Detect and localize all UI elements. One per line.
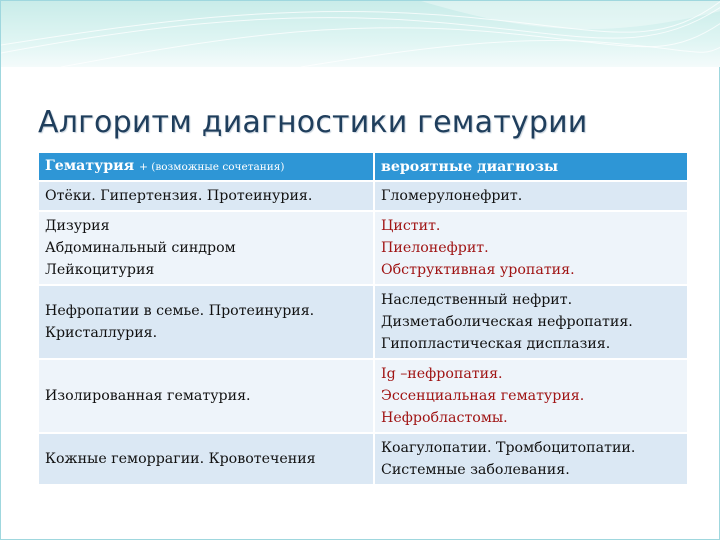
symptoms-line: Кожные геморрагии. Кровотечения [45, 451, 316, 467]
diagnoses-cell [374, 359, 688, 433]
header-left-main: Гематурия [45, 158, 135, 174]
diagnosis-line: Гипопластическая дисплазия. [381, 336, 611, 352]
symptoms-line: Кристаллурия. [45, 325, 158, 341]
diagnosis-line: Эссенциальная гематурия. [381, 388, 585, 404]
symptoms-line: Изолированная гематурия. [45, 388, 251, 404]
symptoms-cell [38, 285, 374, 359]
diagnoses-cell [374, 433, 688, 485]
decorative-header-band [1, 1, 720, 67]
symptoms-cell [38, 181, 374, 211]
diagnosis-line: Гломерулонефрит. [381, 188, 523, 204]
header-left-sub: + (возможные сочетания) [139, 161, 285, 173]
diagnosis-line: Коагулопатии. Тромбоцитопатии. [381, 440, 636, 456]
table-header-row [38, 152, 688, 181]
table-row [38, 285, 688, 359]
diagnosis-line: Системные заболевания. [381, 462, 570, 478]
diagnosis-line: Цистит. [381, 218, 441, 234]
symptoms-line: Нефропатии в семье. Протеинурия. [45, 303, 315, 319]
diagnoses-cell [374, 181, 688, 211]
diagnoses-cell [374, 211, 688, 285]
symptoms-line: Абдоминальный синдром [45, 240, 236, 256]
symptoms-cell [38, 211, 374, 285]
diagnosis-line: Обструктивная уропатия. [381, 262, 575, 278]
table-row [38, 211, 688, 285]
symptoms-line: Отёки. Гипертензия. Протеинурия. [45, 188, 313, 204]
diagnoses-cell [374, 285, 688, 359]
header-left-cell [38, 152, 374, 181]
diagnosis-line: Дизметаболическая нефропатия. [381, 314, 633, 330]
symptoms-line: Лейкоцитурия [45, 262, 155, 278]
decorative-wave-lines [1, 1, 720, 67]
symptoms-cell [38, 433, 374, 485]
table-row [38, 433, 688, 485]
table-row [38, 181, 688, 211]
symptoms-cell [38, 359, 374, 433]
page-title: Алгоритм диагностики гематурии [38, 105, 588, 140]
table-row [38, 359, 688, 433]
diagnosis-line: Ig –нефропатия. [381, 366, 503, 382]
diagnosis-line: Пиелонефрит. [381, 240, 489, 256]
diagnosis-table [37, 151, 689, 486]
header-right-cell: вероятные диагнозы [374, 152, 688, 181]
diagnosis-line: Наследственный нефрит. [381, 292, 573, 308]
symptoms-line: Дизурия [45, 218, 110, 234]
diagnosis-line: Нефробластомы. [381, 410, 508, 426]
